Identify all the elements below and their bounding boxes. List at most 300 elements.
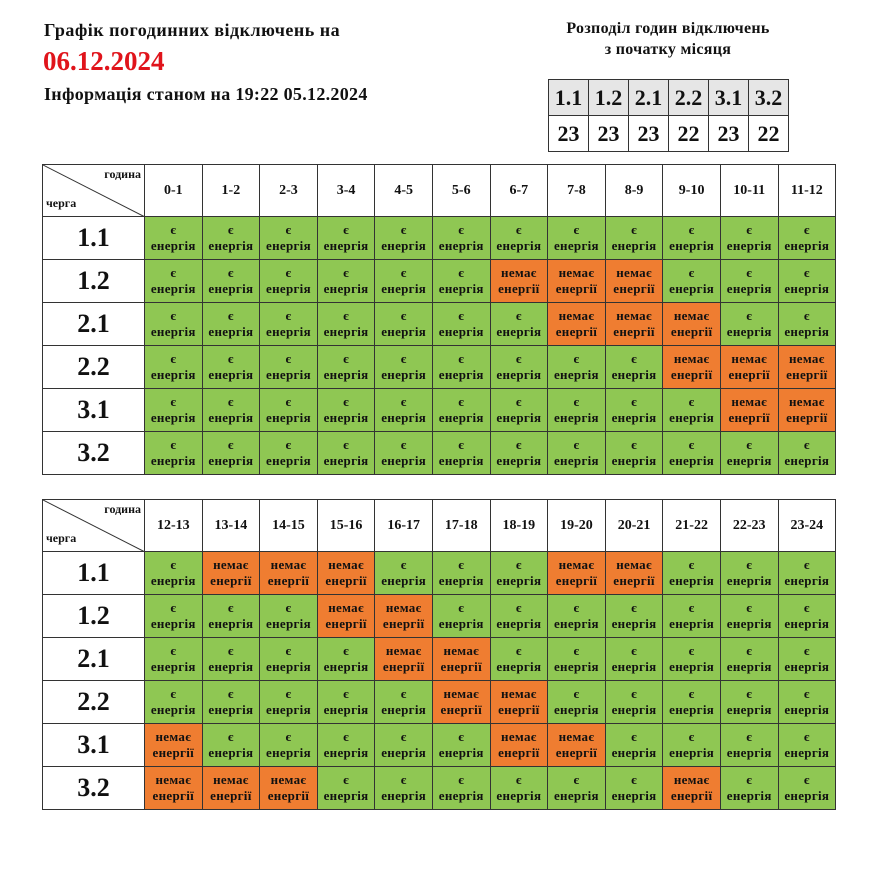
status-line-2: енергії: [440, 702, 483, 717]
status-line-1: є: [227, 265, 234, 280]
power-off-cell: [720, 346, 778, 389]
info-timestamp: Інформація станом на 19:22 05.12.2024: [44, 84, 368, 104]
power-on-cell: [548, 346, 606, 389]
power-on-cell: [260, 346, 318, 389]
power-on-cell: [720, 552, 778, 595]
power-off-cell: [605, 552, 663, 595]
status-line-2: енергії: [555, 573, 598, 588]
power-on-cell: [145, 638, 203, 681]
status-line-1: немає: [673, 351, 710, 366]
status-line-1: є: [803, 772, 810, 787]
power-on-cell: [432, 432, 490, 475]
status-line-2: енергія: [381, 367, 427, 382]
power-on-cell: [605, 767, 663, 810]
power-off-cell: [490, 260, 548, 303]
power-on-cell: [317, 638, 375, 681]
distribution-title: [530, 18, 806, 60]
status-line-2: енергії: [382, 659, 425, 674]
power-off-cell: [663, 303, 721, 346]
status-line-2: енергія: [726, 616, 772, 631]
status-line-2: енергії: [613, 281, 655, 296]
status-line-2: енергія: [381, 788, 427, 803]
status-line-1: є: [515, 308, 522, 323]
status-line-1: є: [343, 643, 350, 658]
distribution-hours-row: [549, 116, 789, 152]
queue-row-3-1: [43, 389, 836, 432]
status-line-2: енергії: [498, 745, 540, 760]
hour-header: 14-15: [260, 500, 318, 552]
status-line-1: є: [746, 265, 753, 280]
power-on-cell: [720, 432, 778, 475]
power-on-cell: [260, 638, 318, 681]
queue-label: 3.1: [43, 724, 145, 767]
status-line-2: енергія: [669, 281, 715, 296]
status-line-1: є: [400, 222, 407, 237]
power-off-cell: [145, 767, 203, 810]
power-off-cell: [548, 260, 606, 303]
power-on-cell: [490, 432, 548, 475]
power-off-cell: [202, 767, 260, 810]
status-line-1: є: [400, 437, 407, 452]
power-off-cell: [202, 552, 260, 595]
status-line-1: є: [746, 222, 753, 237]
hour-header: 20-21: [605, 500, 663, 552]
power-on-cell: [490, 638, 548, 681]
hour-header: 11-12: [778, 165, 836, 217]
status-line-1: є: [515, 351, 522, 366]
status-line-1: є: [746, 308, 753, 323]
power-on-cell: [375, 260, 433, 303]
hour-header: 18-19: [490, 500, 548, 552]
status-line-2: енергія: [669, 453, 715, 468]
power-on-cell: [778, 552, 836, 595]
distribution-queue-row: [549, 80, 789, 116]
status-line-2: енергія: [726, 324, 772, 339]
power-on-cell: [778, 767, 836, 810]
power-on-cell: [548, 217, 606, 260]
status-line-1: є: [746, 437, 753, 452]
status-line-1: є: [170, 643, 177, 658]
status-line-2: енергія: [266, 702, 311, 717]
status-line-2: енергія: [208, 453, 254, 468]
hour-header: 15-16: [317, 500, 375, 552]
power-off-cell: [663, 346, 721, 389]
status-line-1: є: [458, 308, 465, 323]
status-line-1: немає: [616, 265, 652, 280]
status-line-1: є: [631, 772, 637, 787]
status-line-2: енергії: [728, 410, 770, 425]
power-on-cell: [145, 389, 203, 432]
power-on-cell: [548, 681, 606, 724]
power-on-cell: [260, 389, 318, 432]
status-line-2: енергія: [323, 788, 369, 803]
power-on-cell: [720, 767, 778, 810]
queue-axis-label: черга: [46, 531, 77, 545]
hour-header-row: [43, 165, 836, 217]
status-line-2: енергія: [208, 616, 254, 631]
status-line-2: енергія: [438, 410, 484, 425]
distribution-queue: 1.1: [549, 80, 589, 116]
status-line-1: немає: [443, 686, 480, 701]
status-line-2: енергія: [726, 702, 772, 717]
power-on-cell: [605, 346, 663, 389]
status-line-2: енергія: [496, 238, 542, 253]
power-on-cell: [145, 303, 203, 346]
status-line-2: енергія: [784, 788, 830, 803]
status-line-1: є: [400, 265, 407, 280]
status-line-1: є: [515, 600, 522, 615]
power-on-cell: [720, 681, 778, 724]
power-on-cell: [720, 638, 778, 681]
power-off-cell: [605, 260, 663, 303]
status-line-2: енергія: [611, 367, 657, 382]
status-line-1: є: [803, 265, 810, 280]
power-on-cell: [317, 217, 375, 260]
status-line-2: енергії: [555, 324, 598, 339]
power-on-cell: [720, 260, 778, 303]
power-on-cell: [432, 595, 490, 638]
power-on-cell: [260, 681, 318, 724]
status-line-1: є: [631, 643, 637, 658]
status-line-2: енергії: [267, 788, 310, 803]
power-on-cell: [145, 432, 203, 475]
power-on-cell: [720, 724, 778, 767]
status-line-1: є: [515, 394, 522, 409]
status-line-2: енергія: [323, 659, 369, 674]
queue-row-2-2: [43, 681, 836, 724]
distribution-title-line2: з початку місяця: [604, 41, 732, 58]
status-line-2: енергія: [266, 616, 311, 631]
status-line-1: є: [803, 686, 810, 701]
status-line-2: енергія: [553, 238, 599, 253]
power-off-cell: [778, 389, 836, 432]
power-on-cell: [720, 303, 778, 346]
status-line-1: є: [170, 557, 177, 572]
status-line-2: енергія: [784, 616, 830, 631]
hour-header: 16-17: [375, 500, 433, 552]
power-on-cell: [202, 432, 260, 475]
status-line-2: енергія: [669, 702, 715, 717]
status-line-2: енергія: [150, 573, 196, 588]
hour-header: 19-20: [548, 500, 606, 552]
status-line-2: енергія: [266, 745, 311, 760]
status-line-1: є: [227, 308, 234, 323]
hour-axis-label: година: [104, 167, 141, 181]
status-line-2: енергія: [726, 281, 772, 296]
status-line-2: енергія: [553, 702, 599, 717]
status-line-1: є: [746, 729, 753, 744]
power-on-cell: [778, 303, 836, 346]
power-off-cell: [778, 346, 836, 389]
status-line-2: енергія: [669, 410, 715, 425]
status-line-1: є: [573, 772, 580, 787]
status-line-1: є: [170, 394, 177, 409]
status-line-2: енергії: [555, 745, 598, 760]
status-line-2: енергія: [784, 702, 830, 717]
power-on-cell: [663, 260, 721, 303]
status-line-2: енергія: [266, 453, 311, 468]
status-line-1: є: [458, 600, 465, 615]
hour-header: 8-9: [605, 165, 663, 217]
status-line-1: є: [688, 729, 695, 744]
status-line-2: енергія: [323, 745, 369, 760]
status-line-2: енергія: [323, 281, 369, 296]
status-line-2: енергія: [323, 238, 369, 253]
status-line-1: немає: [673, 772, 710, 787]
status-line-2: енергія: [150, 281, 196, 296]
status-line-2: енергії: [210, 788, 252, 803]
queue-row-1-2: [43, 260, 836, 303]
status-line-1: є: [343, 437, 350, 452]
status-line-2: енергія: [381, 238, 427, 253]
power-on-cell: [145, 681, 203, 724]
distribution-queue: 2.2: [669, 80, 709, 116]
status-line-1: є: [688, 222, 695, 237]
status-line-1: є: [227, 222, 234, 237]
status-line-2: енергія: [438, 281, 484, 296]
power-on-cell: [432, 346, 490, 389]
power-on-cell: [317, 432, 375, 475]
status-line-1: є: [746, 686, 753, 701]
status-line-1: є: [400, 557, 407, 572]
status-line-2: енергія: [208, 745, 254, 760]
power-on-cell: [375, 389, 433, 432]
status-line-2: енергія: [381, 453, 427, 468]
status-line-1: є: [343, 729, 350, 744]
status-line-2: енергії: [786, 410, 828, 425]
status-line-1: є: [746, 600, 753, 615]
status-line-2: енергія: [496, 453, 542, 468]
power-on-cell: [778, 260, 836, 303]
schedule-table-afternoon: [42, 499, 836, 810]
status-line-1: є: [631, 729, 637, 744]
status-line-1: є: [803, 729, 810, 744]
status-line-2: енергія: [208, 702, 254, 717]
distribution-queue: 3.1: [709, 80, 749, 116]
status-line-2: енергія: [266, 281, 311, 296]
distribution-title-line1: Розподіл годин відключень: [566, 20, 770, 37]
status-line-1: немає: [616, 557, 652, 572]
status-line-1: є: [343, 686, 350, 701]
status-line-2: енергія: [150, 367, 196, 382]
power-on-cell: [145, 260, 203, 303]
status-line-2: енергія: [611, 702, 657, 717]
hour-header: 5-6: [432, 165, 490, 217]
status-line-1: є: [170, 437, 177, 452]
status-line-1: є: [573, 394, 580, 409]
corner-cell: [43, 500, 145, 552]
power-on-cell: [432, 260, 490, 303]
hour-header: 13-14: [202, 500, 260, 552]
power-on-cell: [548, 389, 606, 432]
status-line-2: енергія: [381, 745, 427, 760]
status-line-1: є: [343, 772, 350, 787]
power-on-cell: [375, 303, 433, 346]
status-line-1: є: [631, 686, 637, 701]
power-on-cell: [145, 217, 203, 260]
status-line-2: енергії: [382, 616, 425, 631]
status-line-1: немає: [789, 394, 825, 409]
power-on-cell: [260, 724, 318, 767]
status-line-1: немає: [558, 729, 595, 744]
status-line-1: є: [458, 772, 465, 787]
queue-row-1-1: [43, 552, 836, 595]
status-line-2: енергія: [266, 659, 311, 674]
distribution-hours: 23: [709, 116, 749, 152]
status-line-1: є: [631, 600, 637, 615]
status-line-1: є: [515, 437, 522, 452]
status-line-1: є: [227, 643, 234, 658]
status-line-1: є: [458, 729, 465, 744]
status-line-1: є: [227, 686, 234, 701]
power-off-cell: [490, 681, 548, 724]
queue-label: 2.1: [43, 303, 145, 346]
status-line-1: є: [515, 643, 522, 658]
status-line-1: є: [458, 394, 465, 409]
power-off-cell: [375, 638, 433, 681]
schedule-title: Графік погодинних відключень на: [44, 20, 341, 40]
status-line-1: є: [573, 643, 580, 658]
status-line-1: є: [227, 394, 234, 409]
status-line-2: енергія: [266, 324, 311, 339]
power-on-cell: [490, 389, 548, 432]
hour-header: 0-1: [145, 165, 203, 217]
status-line-1: є: [515, 557, 522, 572]
queue-row-2-2: [43, 346, 836, 389]
status-line-1: є: [343, 351, 350, 366]
power-on-cell: [260, 595, 318, 638]
status-line-1: є: [285, 394, 292, 409]
queue-label: 1.1: [43, 217, 145, 260]
status-line-1: є: [688, 600, 695, 615]
power-on-cell: [317, 346, 375, 389]
status-line-1: немає: [731, 351, 768, 366]
power-on-cell: [375, 217, 433, 260]
power-on-cell: [605, 389, 663, 432]
status-line-1: є: [400, 394, 407, 409]
status-line-2: енергія: [611, 659, 657, 674]
power-on-cell: [778, 638, 836, 681]
power-on-cell: [375, 552, 433, 595]
status-line-2: енергія: [208, 659, 254, 674]
status-line-1: немає: [155, 772, 192, 787]
power-on-cell: [778, 681, 836, 724]
power-on-cell: [490, 552, 548, 595]
power-on-cell: [432, 552, 490, 595]
distribution-hours: 23: [589, 116, 629, 152]
power-on-cell: [260, 303, 318, 346]
power-on-cell: [605, 595, 663, 638]
corner-cell: [43, 165, 145, 217]
status-line-1: є: [400, 729, 407, 744]
power-on-cell: [317, 724, 375, 767]
status-line-1: є: [803, 557, 810, 572]
status-line-2: енергія: [438, 453, 484, 468]
queue-label: 3.1: [43, 389, 145, 432]
power-off-cell: [432, 681, 490, 724]
status-line-2: енергії: [670, 788, 713, 803]
power-off-cell: [548, 303, 606, 346]
power-on-cell: [432, 767, 490, 810]
status-line-2: енергії: [152, 745, 195, 760]
status-line-2: енергія: [381, 573, 427, 588]
status-line-1: немає: [616, 308, 652, 323]
power-on-cell: [778, 432, 836, 475]
queue-label: 3.2: [43, 767, 145, 810]
status-line-2: енергія: [381, 324, 427, 339]
status-line-1: є: [631, 222, 637, 237]
hour-header: 23-24: [778, 500, 836, 552]
hour-header: 10-11: [720, 165, 778, 217]
status-line-2: енергія: [266, 410, 311, 425]
status-line-2: енергія: [381, 281, 427, 296]
power-on-cell: [375, 767, 433, 810]
power-on-cell: [490, 595, 548, 638]
status-line-1: немає: [789, 351, 825, 366]
status-line-1: є: [285, 308, 292, 323]
power-on-cell: [720, 595, 778, 638]
status-line-2: енергія: [381, 410, 427, 425]
status-line-2: енергія: [726, 659, 772, 674]
power-off-cell: [548, 552, 606, 595]
power-off-cell: [663, 767, 721, 810]
status-line-1: є: [227, 437, 234, 452]
queue-row-3-2: [43, 432, 836, 475]
status-line-2: енергія: [438, 745, 484, 760]
status-line-2: енергії: [670, 367, 713, 382]
status-line-1: немає: [385, 643, 422, 658]
power-on-cell: [663, 217, 721, 260]
power-on-cell: [260, 432, 318, 475]
hour-header: 6-7: [490, 165, 548, 217]
status-line-1: є: [343, 308, 350, 323]
status-line-2: енергія: [266, 238, 311, 253]
status-line-1: є: [343, 222, 350, 237]
status-line-1: є: [631, 351, 637, 366]
power-on-cell: [202, 303, 260, 346]
status-line-2: енергія: [726, 788, 772, 803]
status-line-1: є: [515, 222, 522, 237]
power-on-cell: [663, 389, 721, 432]
hour-header: 9-10: [663, 165, 721, 217]
status-line-2: енергії: [786, 367, 828, 382]
status-line-1: є: [573, 222, 580, 237]
status-line-2: енергії: [613, 324, 655, 339]
power-off-cell: [260, 767, 318, 810]
power-on-cell: [202, 389, 260, 432]
power-on-cell: [260, 217, 318, 260]
status-line-2: енергія: [150, 453, 196, 468]
power-off-cell: [432, 638, 490, 681]
hour-header: 1-2: [202, 165, 260, 217]
power-on-cell: [605, 638, 663, 681]
queue-label: 1.1: [43, 552, 145, 595]
status-line-1: є: [803, 308, 810, 323]
status-line-2: енергія: [784, 324, 830, 339]
power-on-cell: [202, 681, 260, 724]
status-line-1: є: [227, 729, 234, 744]
status-line-1: є: [746, 772, 753, 787]
distribution-queue: 1.2: [589, 80, 629, 116]
hour-header-row: [43, 500, 836, 552]
power-on-cell: [432, 217, 490, 260]
distribution-table: [548, 79, 789, 152]
queue-row-3-1: [43, 724, 836, 767]
status-line-2: енергія: [150, 659, 196, 674]
status-line-2: енергії: [267, 573, 310, 588]
power-off-cell: [548, 724, 606, 767]
status-line-1: є: [458, 351, 465, 366]
